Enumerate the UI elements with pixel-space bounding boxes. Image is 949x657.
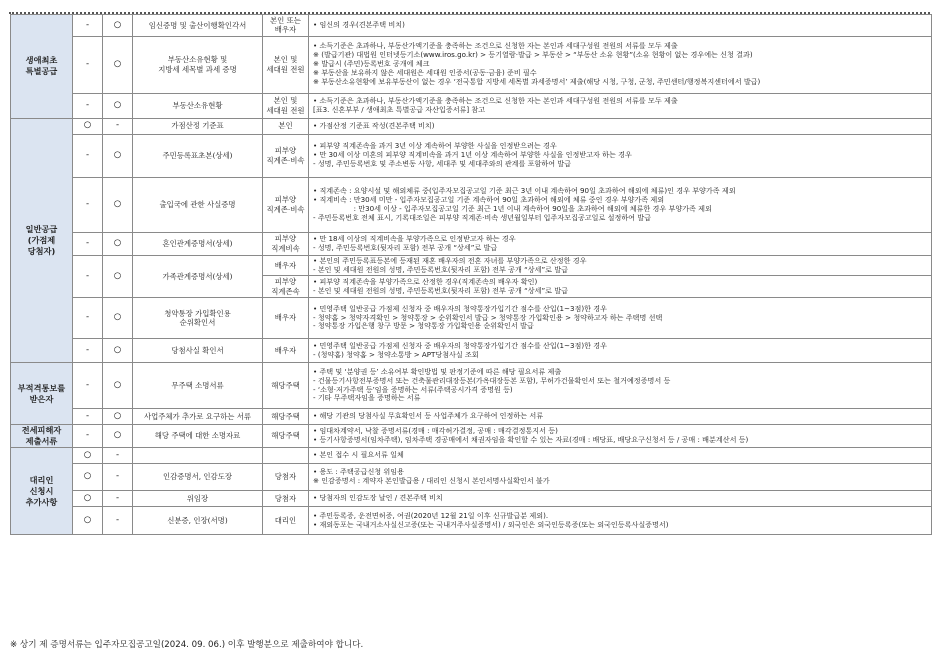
mark-column-2: -	[103, 118, 133, 134]
document-name	[133, 448, 263, 464]
target-person: 해당주택	[263, 363, 309, 409]
description-line: • 직계존속 : 요양시설 및 해외체류 중(입주자모집공고일 기준 최근 3년 이내 계속하여 90일 초과하여 해외에 체류)인 경우 부양가족 제외	[313, 185, 736, 195]
description-line: - 청약통장 가입은행 창구 방문 > 청약통장 가입확인용 순위확인서 발급	[313, 321, 534, 331]
document-name: 해당 주택에 대한 소명자료	[133, 425, 263, 448]
target-person: 당첨자	[263, 491, 309, 507]
document-description	[309, 177, 932, 232]
document-name: 당첨사실 확인서	[133, 339, 263, 363]
description-line: - (청약홈) 청약홈 > 청약소통방 > APT당첨사실 조회	[313, 349, 479, 359]
section-category: 부적격통보를 받은자	[11, 363, 73, 425]
description-line: • 가점산정 기준표 작성(견본주택 비치)	[313, 120, 435, 130]
table-row	[11, 507, 932, 535]
description-line: • 용도 : 주택공급신청 위임용	[313, 467, 404, 477]
mark-column-1: -	[73, 409, 103, 425]
mark-column-1: -	[73, 425, 103, 448]
description-line: • 등기사항증명서(임차주택), 임차주택 경공매에서 채권자임을 확인할 수 있는 자료(경매 : 배당표, 배당요구신청서 등 / 공매 : 배분계산서 등)	[313, 435, 749, 444]
document-description	[309, 363, 932, 409]
document-description	[309, 339, 932, 363]
mark-column-2: ○	[103, 134, 133, 177]
mark-column-1: -	[73, 134, 103, 177]
target-person: 배우자	[263, 339, 309, 363]
description-line: ※ 부동산소유현황에 보유부동산이 없는 경우 ‘전국통합 지방세 세목별 과세증명서’ 제출(해당 시청, 구청, 군청, 주민센터/행정복지센터에서 발급)	[313, 76, 761, 86]
mark-column-1: -	[73, 177, 103, 232]
document-name: 주민등록표초본(상세)	[133, 134, 263, 177]
required-documents-table	[10, 14, 932, 535]
mark-column-2: -	[103, 507, 133, 535]
document-name: 사업주체가 추가로 요구하는 서류	[133, 409, 263, 425]
document-name: 신분증, 인장(서명)	[133, 507, 263, 535]
table-row	[11, 93, 932, 118]
document-description	[309, 134, 932, 177]
description-line: ※ 부동산을 보유하지 않은 세대원은 세대원 인증서(공동·금융) 준비 필수	[313, 68, 537, 78]
table-row	[11, 491, 932, 507]
section-category: 생애최초 특별공급	[11, 15, 73, 119]
mark-column-1: -	[73, 363, 103, 409]
description-line: • 만 18세 이상의 직계비속을 부양가족으로 인정받고자 하는 경우	[313, 233, 516, 243]
document-description	[309, 232, 932, 255]
description-line: • 민영주택 일반공급 가점제 신청자 중 배우자의 청약통장가입기간 점수를 산입(1~3점)한 경우	[313, 340, 607, 350]
table-row	[11, 134, 932, 177]
description-line: • 당첨자의 인감도장 날인 / 견본주택 비치	[313, 493, 443, 503]
mark-column-1: ○	[73, 507, 103, 535]
mark-column-1: -	[73, 339, 103, 363]
document-description	[309, 93, 932, 118]
description-line: ※ 발급시 (주민)등록번호 공개에 체크	[313, 59, 430, 69]
target-person: 본인 및 세대원 전원	[263, 93, 309, 118]
mark-column-2: ○	[103, 177, 133, 232]
target-person: 배우자	[263, 298, 309, 339]
target-person: 피부양 직계존·비속	[263, 177, 309, 232]
table-row	[11, 232, 932, 255]
table-row	[11, 339, 932, 363]
document-description	[309, 425, 932, 448]
description-line: - ‘소형·저가주택 등’임을 증명하는 서류(주택공시가격 증명원 등)	[313, 384, 513, 394]
document-name: 인감증명서, 인감도장	[133, 464, 263, 491]
target-person: 본인	[263, 118, 309, 134]
document-description	[309, 448, 932, 464]
mark-column-1: -	[73, 232, 103, 255]
document-description	[309, 409, 932, 425]
document-name: 부동산소유현황	[133, 93, 263, 118]
table-row	[11, 448, 932, 464]
description-line: - 본인 및 세대원 전원의 성명, 주민등록번호(뒷자리 포함) 전부 공개 “상세”로 발급	[313, 264, 568, 274]
document-description	[309, 491, 932, 507]
description-line: - 청약홈 > 청약자격확인 > 청약통장 > 순위확인서 발급 > 청약통장 가입확인용 > 청약하고자 하는 주택명 선택	[313, 312, 663, 322]
mark-column-2: ○	[103, 93, 133, 118]
document-name: 부동산소유현황 및 지방세 세목별 과세 증명	[133, 36, 263, 93]
mark-column-1: ○	[73, 464, 103, 491]
document-description	[309, 36, 932, 93]
table-row	[11, 255, 932, 276]
description-line: - 기타 무주택자임을 증명하는 서류	[313, 393, 421, 403]
table-row	[11, 464, 932, 491]
description-line: • 해당 기관의 당첨사실 무효확인서 등 사업주체가 요구하여 인정하는 서류	[313, 411, 544, 421]
mark-column-1: ○	[73, 448, 103, 464]
description-line: • 임대차계약서, 낙찰 증명서류(경매 : 매각허가결정, 공매 : 매각결정통지서 등)	[313, 426, 558, 436]
mark-column-2: ○	[103, 255, 133, 297]
document-description	[309, 298, 932, 339]
target-person: 대리인	[263, 507, 309, 535]
mark-column-2: ○	[103, 363, 133, 409]
table-row	[11, 363, 932, 409]
description-line: - 성명, 주민등록번호 및 주소변동 사항, 세대주 및 세대주와의 관계를 포함하여 발급	[313, 159, 572, 169]
section-category: 대리인 신청시 추가사항	[11, 448, 73, 535]
target-person: 당첨자	[263, 464, 309, 491]
description-line: [표3. 신혼부부 / 생애최초 특별공급 자산입증서류] 참고	[313, 104, 486, 114]
table-row	[11, 118, 932, 134]
target-person: 본인 및 세대원 전원	[263, 36, 309, 93]
target-person: 배우자	[263, 255, 309, 276]
description-line: • 만 30세 이상 미혼의 피부양 직계비속을 과거 1년 이상 계속하여 부양한 사실을 인정받고자 하는 경우	[313, 150, 632, 160]
description-line: • 소득기준은 초과하나, 부동산가액기준을 충족하는 조건으로 신청한 자는 본인과 세대구성원 전원의 서류를 모두 제출	[313, 95, 678, 105]
mark-column-1: -	[73, 298, 103, 339]
mark-column-2: ○	[103, 15, 133, 37]
mark-column-2: ○	[103, 339, 133, 363]
table-row	[11, 36, 932, 93]
description-line: • 임신의 경우(견본주택 비치)	[313, 19, 405, 29]
mark-column-2: -	[103, 448, 133, 464]
target-person: 해당주택	[263, 409, 309, 425]
description-line: • 피부양 직계존속을 과거 3년 이상 계속하여 부양한 사실을 인정받으려는 경우	[313, 141, 557, 151]
description-line: : 만30세 이상 - 입주자모집공고일 기준 최근 1년 이내 계속하여 90일을 초과하여 해외에 체류한 경우 부양가족 제외	[313, 203, 712, 213]
mark-column-2: ○	[103, 232, 133, 255]
table-row	[11, 425, 932, 448]
document-name: 출입국에 관한 사실증명	[133, 177, 263, 232]
document-description	[309, 507, 932, 535]
description-line: • 주민등록증, 운전면허증, 여권(2020년 12월 21일 이후 신규발급분 제외).	[313, 510, 549, 520]
document-description	[309, 255, 932, 276]
description-line: • 본인 접수 시 필요서류 일체	[313, 450, 404, 460]
document-name: 가족관계증명서(상세)	[133, 255, 263, 297]
description-line: • 민영주택 일반공급 가점제 신청자 중 배우자의 청약통장가입기간 점수를 산입(1~3점)한 경우	[313, 303, 607, 313]
mark-column-2: -	[103, 491, 133, 507]
mark-column-1: -	[73, 255, 103, 297]
document-name: 위임장	[133, 491, 263, 507]
mark-column-1: -	[73, 93, 103, 118]
target-person	[263, 448, 309, 464]
document-name: 임신증명 및 출산이행확인각서	[133, 15, 263, 37]
document-name: 가점산정 기준표	[133, 118, 263, 134]
target-person: 피부양 직계존속	[263, 276, 309, 298]
description-line: • 피부양 직계존속을 부양가족으로 산정한 경우(직계존속의 배우자 확인)	[313, 276, 538, 286]
table-row	[11, 15, 932, 37]
document-name: 청약통장 가입확인용 순위확인서	[133, 298, 263, 339]
description-line: • 주택 및 ‘분양권 등’ 소유여부 확인방법 및 판정기준에 따른 해당 필요서류 제출	[313, 366, 562, 376]
description-line: - 주민등록번호 전체 표시, 기록대조일은 피부양 직계존·비속 생년월일부터 입주자모집공고일로 설정하여 발급	[313, 212, 651, 222]
document-name: 혼인관계증명서(상세)	[133, 232, 263, 255]
description-line: - 성명, 주민등록번호(뒷자리 포함) 전부 공개 “상세”로 발급	[313, 242, 498, 252]
description-line: ※ (발급기관) 대법원 인터넷등기소(www.iros.go.kr) > 등기열람·발급 > 부동산 > “부동산 소유 현황”(소유 현황이 없는 경우에는 신청 결과)	[313, 50, 753, 60]
mark-column-1: ○	[73, 118, 103, 134]
target-person: 해당주택	[263, 425, 309, 448]
mark-column-2: ○	[103, 425, 133, 448]
document-description	[309, 276, 932, 298]
document-description	[309, 15, 932, 37]
description-line: • 재외동포는 국내거소사실신고증(또는 국내거주사실증명서) / 외국인은 외국인등록증(또는 외국인등록사실증명서)	[313, 519, 669, 529]
target-person: 피부양 직계비속	[263, 232, 309, 255]
mark-column-2: ○	[103, 298, 133, 339]
mark-column-2: -	[103, 464, 133, 491]
target-person: 본인 또는 배우자	[263, 15, 309, 37]
document-description	[309, 118, 932, 134]
mark-column-1: -	[73, 36, 103, 93]
document-table-container	[10, 14, 939, 535]
document-name: 무주택 소명서류	[133, 363, 263, 409]
description-line: ※ 인감증명서 : 계약자 본인발급용 / 대리인 신청시 본인서명사실확인서 불가	[313, 476, 550, 485]
section-category: 전세피해자 제출서류	[11, 425, 73, 448]
description-line: • 직계비속 : 만30세 미만 - 입주자모집공고일 기준 계속하여 90일 초과하여 해외에 체류 중인 경우 부양가족 제외	[313, 194, 665, 204]
table-row	[11, 177, 932, 232]
description-line: - 건물등기사항전부증명서 또는 건축물관리대장등본(가옥대장등본 포함), 무허가건물확인서 또는 철거예정증명서 등	[313, 375, 671, 385]
mark-column-1: -	[73, 15, 103, 37]
section-category: 일반공급 (가점제 당첨자)	[11, 118, 73, 362]
description-line: - 본인 및 세대원 전원의 성명, 주민등록번호(뒷자리 포함) 전부 공개 “상세”로 발급	[313, 285, 568, 295]
document-description	[309, 464, 932, 491]
description-line: • 본인의 주민등록표등본에 등재된 재혼 배우자의 전혼 자녀를 부양가족으로 산정한 경우	[313, 255, 587, 265]
table-row	[11, 409, 932, 425]
mark-column-1: ○	[73, 491, 103, 507]
mark-column-2: ○	[103, 409, 133, 425]
target-person: 피부양 직계존·비속	[263, 134, 309, 177]
mark-column-2: ○	[103, 36, 133, 93]
description-line: • 소득기준은 초과하나, 부동산가액기준을 충족하는 조건으로 신청한 자는 본인과 세대구성원 전원의 서류를 모두 제출	[313, 41, 678, 51]
table-row	[11, 298, 932, 339]
footnote: ※ 상기 제 증명서류는 입주자모집공고일(2024. 09. 06.) 이후 발행분으로 제출하여야 합니다.	[10, 640, 364, 650]
